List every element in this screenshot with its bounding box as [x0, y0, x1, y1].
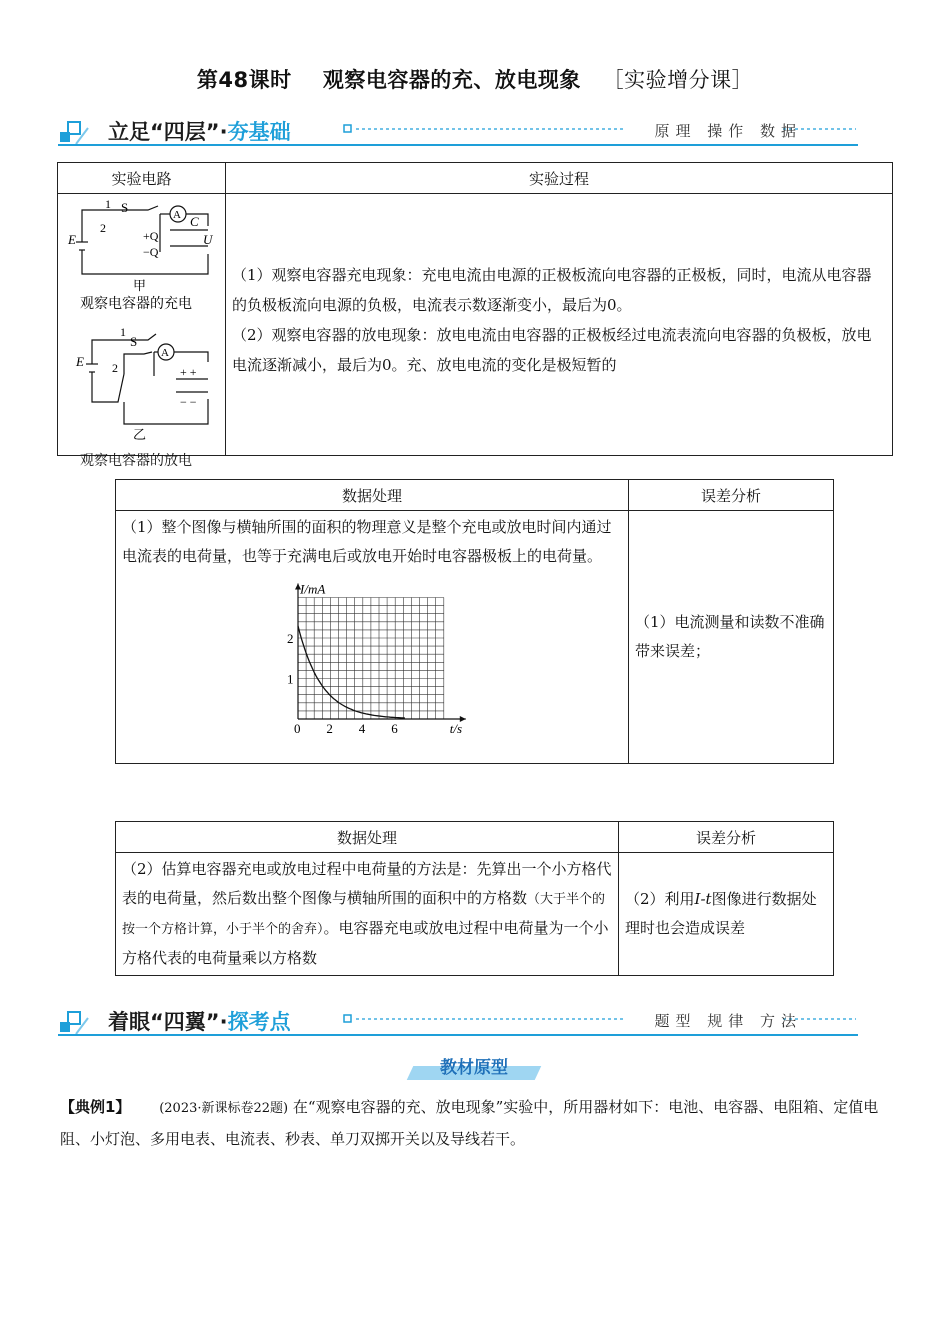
banner-title: [108, 116, 291, 146]
error-text-1: （1）电流测量和读数不准确带来误差；: [635, 613, 825, 660]
banner-title-2: [108, 1006, 291, 1036]
error-variable: I-t: [694, 890, 712, 908]
error-cell-1: [629, 511, 834, 764]
example-source: (2023·新课标卷22题): [159, 1101, 289, 1116]
section-banner-foundation: [58, 114, 858, 148]
banner2-title-prefix: 着眼“四翼”·: [108, 1010, 228, 1034]
process-step-2: （2）观察电容器的放电现象：放电电流由电容器的正极板经过电流表流向电容器的负极板，放电电流逐渐减小，最后为0。充、放电电流的变化是极短暂的: [232, 326, 872, 374]
data-analysis-table-2: [115, 821, 834, 976]
ammeter-label-b: A: [161, 347, 169, 359]
processing-text-2a: （2）估算电容器充电或放电过程中电荷量的方法是：先算出一个小方格代表的电荷量，然后数出整个图像与横轴所围的面积中的方格数: [122, 860, 612, 907]
banner-title-prefix: 立足“四层”·: [108, 120, 228, 144]
x-tick-label: 2: [326, 721, 333, 736]
circuit-b-sublabel: 乙: [133, 427, 147, 442]
battery-e-label-b: E: [76, 354, 84, 369]
capacitor-c-label: C: [190, 214, 199, 229]
battery-e-label: E: [68, 232, 76, 247]
minus-q-label: −Q: [143, 245, 159, 259]
error-text-2b: 图像进行数据处理时也会造成误差: [625, 890, 817, 937]
experiment-table: [57, 162, 893, 469]
voltage-u-label: U: [203, 232, 213, 247]
example-label: 【典例1】: [60, 1098, 131, 1116]
switch-s-label: S: [121, 200, 129, 215]
banner-subtitle-2: 题型 规律 方法: [654, 1012, 802, 1030]
switch-pos1-label: 1: [105, 197, 111, 211]
lesson-topic: 观察电容器的充、放电现象: [322, 68, 581, 92]
circuit-a-caption: 观察电容器的充电: [80, 297, 192, 312]
error-text-2a: （2）利用: [625, 890, 695, 908]
switch-s-label-b: S: [130, 334, 138, 349]
header-process: 实验过程: [226, 163, 893, 194]
processing-text-1: （1）整个图像与横轴所围的面积的物理意义是整个充电或放电时间内通过电流表的电荷量，也等于充满电后或放电开始时电容器极板上的电荷量。: [122, 518, 612, 565]
header-error-analysis-2: 误差分析: [619, 822, 834, 853]
switch-pos2-label-b: 2: [112, 361, 118, 375]
banner-title-highlight: 夯基础: [227, 120, 291, 144]
section-pill: 教材原型: [440, 1058, 508, 1078]
y-tick-label: 1: [287, 671, 294, 687]
header-data-processing-2: 数据处理: [116, 822, 619, 853]
banner-subtitle: 原理 操作 数据: [654, 122, 802, 140]
x-tick-label: 4: [358, 721, 366, 736]
switch-pos2-label: 2: [100, 221, 106, 235]
header-data-processing: 数据处理: [116, 480, 629, 511]
section-banner-exam: [58, 1004, 858, 1038]
ammeter-label: A: [173, 209, 181, 221]
lesson-tag: ［实验增分课］: [602, 68, 754, 92]
processing-text-2b: 。电容器充电或放电过程中电荷量为一个小方格代表的电荷量乘以方格数: [122, 919, 609, 967]
y-axis-label: I/mA: [300, 581, 326, 597]
x-tick-label: 6: [391, 721, 398, 736]
header-error-analysis: 误差分析: [629, 480, 834, 511]
process-cell: [226, 194, 893, 456]
x-tick-label: 0: [294, 721, 301, 736]
banner2-title-highlight: 探考点: [227, 1010, 291, 1034]
page-title: [0, 64, 950, 94]
circuit-b-caption: 观察电容器的放电: [80, 453, 192, 469]
switch-pos1-label-b: 1: [120, 325, 126, 339]
y-tick-label: 2: [287, 631, 294, 646]
plate-plus-sign: + +: [180, 365, 197, 379]
processing-cell-2: [116, 853, 619, 976]
processing-note: （大于半个的按一个方格计算，小于半个的舍弃）: [122, 892, 606, 937]
processing-cell-1: [116, 511, 629, 764]
plus-q-label: +Q: [143, 229, 159, 243]
example-paragraph: [60, 1092, 890, 1154]
x-axis-label: t/s: [449, 721, 463, 736]
plate-minus-sign: − −: [180, 395, 197, 409]
charging-circuit-diagram: [58, 194, 223, 451]
header-circuit: 实验电路: [58, 163, 226, 194]
example-text: 在“观察电容器的充、放电现象”实验中，所用器材如下：电池、电容器、电阻箱、定值电阻、小灯泡、多用电表、电流表、秒表、单刀双掷开关以及导线若干。: [60, 1098, 879, 1148]
error-cell-2: [619, 853, 834, 976]
lesson-number: 第48课时: [196, 68, 292, 92]
data-analysis-table-1: [115, 479, 834, 764]
circuit-cell: [58, 194, 226, 469]
current-time-graph: [122, 571, 622, 739]
circuit-a-sublabel: 甲: [133, 278, 147, 293]
process-step-1: （1）观察电容器充电现象：充电电流由电源的正极板流向电容器的正极板，同时，电流从电容器的负极板流向电源的负极，电流表示数逐渐变小，最后为0。: [232, 266, 872, 314]
